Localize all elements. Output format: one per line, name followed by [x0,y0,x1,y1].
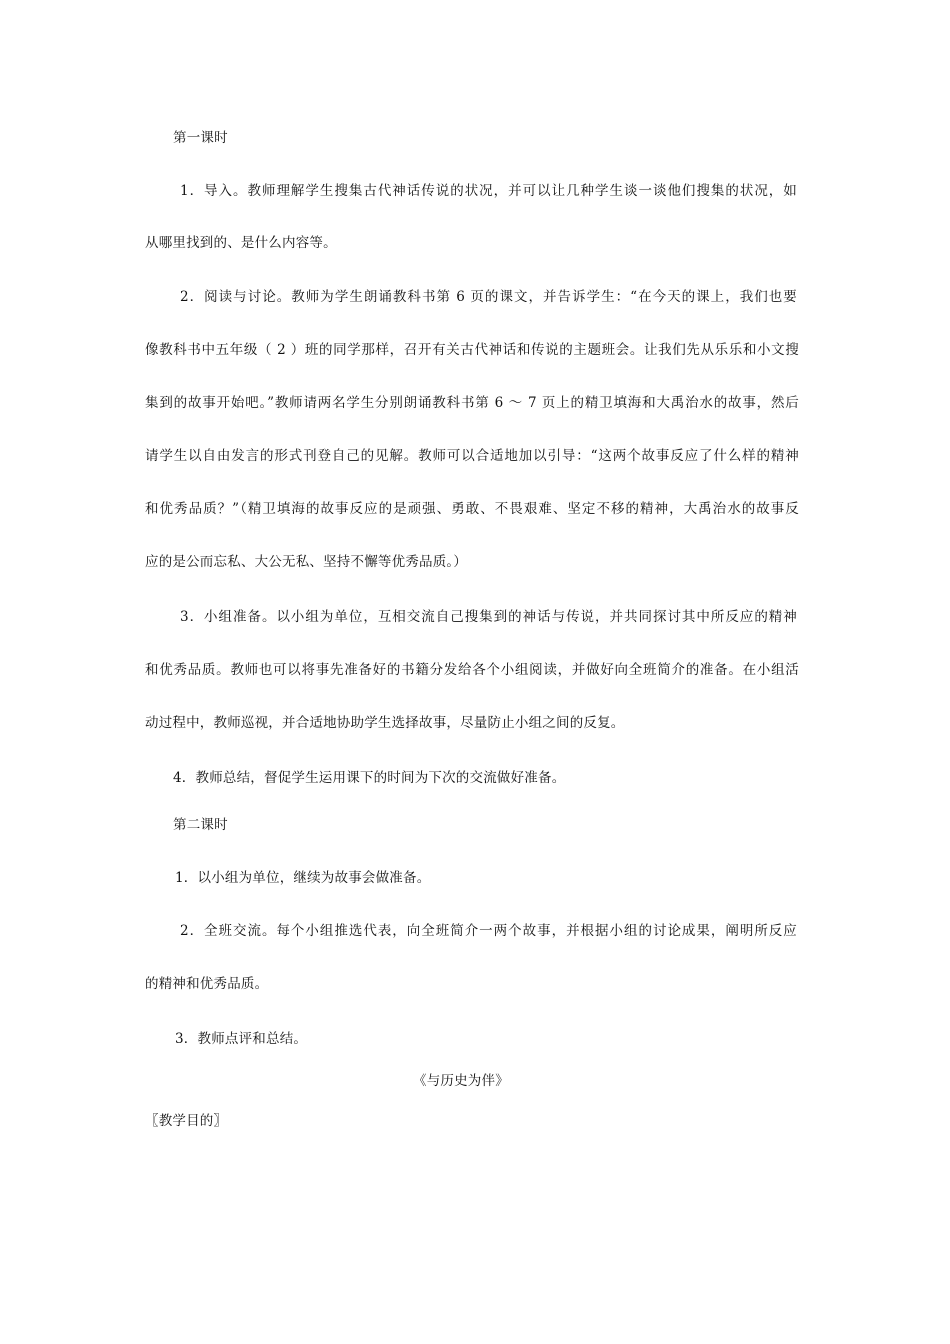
lesson2-item2-line2: 的精神和优秀品质。 [145,976,269,992]
lesson1-item2-line4: 请学生以自由发言的形式刊登自己的见解。教师可以合适地加以引导：“这两个故事反应了什么样的精神 [145,448,799,464]
lesson1-item3-line3: 动过程中，教师巡视，并合适地协助学生选择故事，尽量防止小组之间的反复。 [145,715,625,731]
lesson1-item1-line1: 1．导入。教师理解学生搜集古代神话传说的状况，并可以让几种学生谈一谈他们搜集的状况，如 [180,183,797,199]
lesson1-item2-line1: 2．阅读与讨论。教师为学生朗诵教科书第 6 页的课文，并告诉学生：“在今天的课上，我们也要 [180,289,797,305]
lesson2-heading: 第二课时 [173,817,228,833]
lesson1-item2-line2: 像教科书中五年级（ 2 ）班的同学那样，召开有关古代神话和传说的主题班会。让我们先从乐乐和小文搜 [145,342,799,358]
lesson2-item3-line1: 3．教师点评和总结。 [175,1031,308,1047]
lesson1-item1-line2: 从哪里找到的、是什么内容等。 [145,235,337,251]
lesson2-item1-line1: 1．以小组为单位，继续为故事会做准备。 [175,870,431,886]
lesson1-item2-line5: 和优秀品质？”（精卫填海的故事反应的是顽强、勇敢、不畏艰难、坚定不移的精神，大禹治水的故事反 [145,501,799,517]
lesson1-item2-line6: 应的是公而忘私、大公无私、坚持不懈等优秀品质。） [145,554,468,570]
lesson1-item3-line1: 3．小组准备。以小组为单位，互相交流自己搜集到的神话与传说，并共同探讨其中所反应的精神 [180,609,797,625]
lesson1-item3-line2: 和优秀品质。教师也可以将事先准备好的书籍分发给各个小组阅读，并做好向全班简介的准备。在小组活 [145,662,799,678]
next-section-heading: 〖教学目的〗 [145,1113,228,1129]
lesson1-item2-line3: 集到的故事开始吧。”教师请两名学生分别朗诵教科书第 6 ～ 7 页上的精卫填海和大禹治水的故事，然后 [145,395,799,411]
lesson1-item4-line1: 4．教师总结，督促学生运用课下的时间为下次的交流做好准备。 [173,770,566,786]
lesson1-heading: 第一课时 [173,130,228,146]
next-title: 《与历史为伴》 [413,1073,509,1089]
lesson2-item2-line1: 2．全班交流。每个小组推选代表，向全班简介一两个故事，并根据小组的讨论成果，阐明所反应 [180,923,797,939]
